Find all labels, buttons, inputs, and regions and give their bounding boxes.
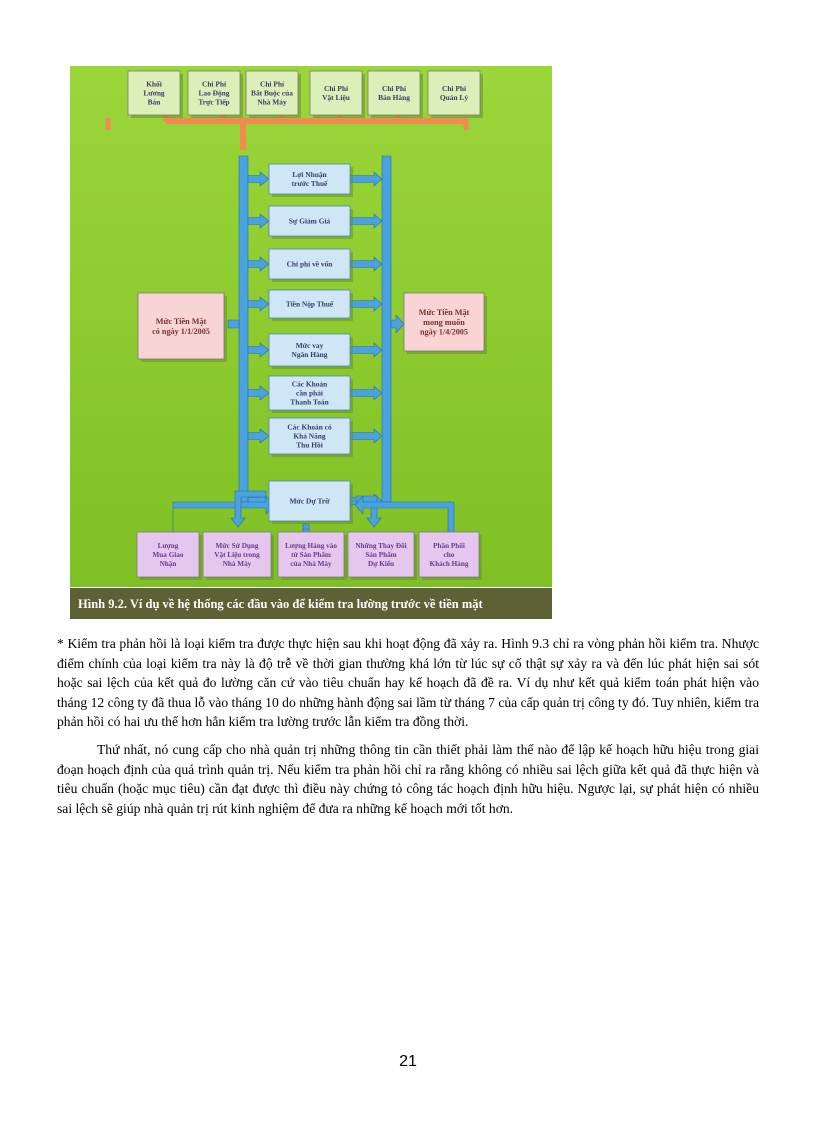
left-input-arrow (228, 320, 239, 328)
top-box-line: Chi Phí (259, 79, 285, 89)
top-box-line: Khối (146, 79, 162, 89)
center-box-line: Khả Năng (293, 431, 326, 441)
right-box (404, 293, 487, 354)
top-box-line: Trực Tiếp (198, 97, 230, 107)
bottom-box (348, 532, 417, 580)
center-box-line: Thu Hồi (296, 440, 323, 450)
center-box (269, 334, 353, 369)
center-box-line: Mức vay (295, 341, 324, 351)
right-box-line: mong muốn (423, 317, 465, 327)
bottom-box-line: Vật Liệu trong (214, 551, 260, 560)
bottom-box-line: Phân Phối (433, 542, 465, 551)
center-box-line: trước Thuế (291, 179, 328, 189)
bottom-box-line: Lượng (157, 542, 179, 551)
right-box-line: ngày 1/4/2005 (420, 327, 468, 337)
left-trunk (239, 156, 248, 502)
figure-caption: Hình 9.2. Ví dụ về hệ thống các đầu vào để kiểm tra lường trước về tiền mặt (78, 597, 483, 611)
center-box (269, 376, 353, 413)
paragraph-feedback-control: * Kiểm tra phản hồi là loại kiểm tra được thực hiện sau khi hoạt động đã xảy ra. Hình 9.3 chỉ ra vòng phản hồi kiểm tra. Nhược điểm chính của loại kiểm tra này là độ trễ về thời gian thường khá lớn từ lúc sự cố thật sự xảy ra và đến lúc phát hiện sai sót hoặc sai lệch của kết quả đo lường căn cứ vào tiêu chuẩn hay kế hoạch đã đề ra. Ví dụ như kết quả kiểm toán phát hiện vào tháng 12 công ty đã thua lỗ vào tháng 10 do những hành động sai lầm từ tháng 7 của cấp quản trị công ty đó. Tuy nhiên, kiểm tra phản hồi có hai ưu thế hơn hẳn kiểm tra lường trước lẫn kiểm tra đồng thời. (57, 636, 759, 729)
center-box-line: Lợi Nhuận (292, 170, 327, 180)
top-connector-bar (166, 118, 466, 124)
bottom-box-line: Mua Giao (152, 551, 184, 560)
top-box (128, 71, 183, 118)
paragraph-first-advantage: Thứ nhất, nó cung cấp cho nhà quản trị những thông tin cần thiết phải làm thế nào để lập kế hoạch hữu hiệu trong giai đoạn hoạch định của quá trình quản trị. Nếu kiểm tra phản hồi chỉ ra rằng không có nhiều sai lệch giữa kết quả đã thực hiện và tiêu chuẩn (hoặc mục tiêu) cần đạt được thì điều này chứng tỏ công tác hoạch định hữu hiệu. Ngược lại, sự phát hiện có nhiều sai lệch sẽ giúp nhà quản trị rút kinh nghiệm để đưa ra những kế hoạch mới tốt hơn. (57, 742, 759, 816)
right-trunk (382, 156, 391, 502)
top-box (310, 71, 365, 118)
top-box-line: Chi Phí (381, 84, 407, 94)
bottom-box-line: Khách Hàng (429, 559, 469, 568)
top-box-line: Bán Hàng (378, 93, 410, 103)
top-box (428, 71, 483, 118)
center-box (269, 206, 353, 239)
bottom-box-line: Những Thay Đổi (355, 542, 407, 551)
center-box (269, 164, 353, 197)
center-box-line: Thanh Toán (290, 397, 329, 407)
bottom-box-line: Nhận (159, 559, 177, 568)
bottom-box (419, 532, 482, 580)
center-box (269, 481, 353, 524)
feed-line (240, 124, 246, 150)
page-number: 21 (399, 1053, 417, 1070)
center-box-line: Ngân Hàng (291, 350, 328, 360)
cash-control-diagram (70, 66, 552, 619)
top-box-line: Chi Phí (201, 79, 227, 89)
center-box-line: cần phải (296, 388, 323, 398)
center-box (269, 290, 353, 321)
top-box-line: Bán (147, 97, 161, 107)
center-box-line: Tiền Nộp Thuế (285, 299, 334, 309)
bottom-third-arrow (303, 524, 309, 529)
bottom-box-line: từ Sản Phẩm (291, 551, 331, 560)
top-box-line: Lương (143, 88, 165, 98)
top-connector-drop (464, 118, 469, 130)
bottom-box (137, 532, 202, 580)
center-box-line: Chi phí về vốn (286, 259, 333, 269)
top-box (188, 71, 243, 118)
center-box-line: Các Khoản có (287, 422, 332, 432)
figure-9-2 (70, 66, 552, 619)
bottom-box-line: Mức Sử Dụng (215, 542, 259, 551)
bottom-box (278, 532, 347, 580)
top-box-line: Vật Liệu (322, 93, 350, 103)
bottom-box (203, 532, 274, 580)
right-box-line: Mức Tiền Mặt (418, 308, 470, 318)
center-box-line: Mức Dự Trữ (289, 496, 330, 506)
left-box (138, 293, 227, 362)
bottom-box-line: cho (443, 551, 455, 560)
bottom-box-line: của Nhà Máy (290, 559, 332, 568)
left-box-line: có ngày 1/1/2005 (152, 326, 210, 336)
center-box (269, 249, 353, 282)
left-box-line: Mức Tiền Mặt (155, 316, 207, 326)
top-box-line: Chi Phí (323, 84, 349, 94)
center-box (269, 418, 353, 457)
center-box-line: Các Khoản (291, 379, 328, 389)
bottom-box-line: Sản Phẩm (365, 551, 397, 560)
top-connector-drop (106, 118, 111, 130)
top-box (246, 71, 301, 118)
top-box-line: Chi Phí (441, 84, 467, 94)
top-box-line: Bắt Buộc của (251, 88, 293, 98)
top-box (368, 71, 423, 118)
bottom-box-line: Dự Kiến (367, 559, 395, 568)
top-box-line: Lao Động (198, 88, 230, 98)
top-box-line: Quản Lý (439, 93, 469, 103)
top-box-line: Nhà Máy (257, 97, 287, 107)
bottom-box-line: Lượng Hàng vào (285, 542, 337, 551)
bottom-box-line: Nhà Máy (222, 559, 252, 568)
center-box-line: Sự Giảm Giá (288, 216, 331, 226)
